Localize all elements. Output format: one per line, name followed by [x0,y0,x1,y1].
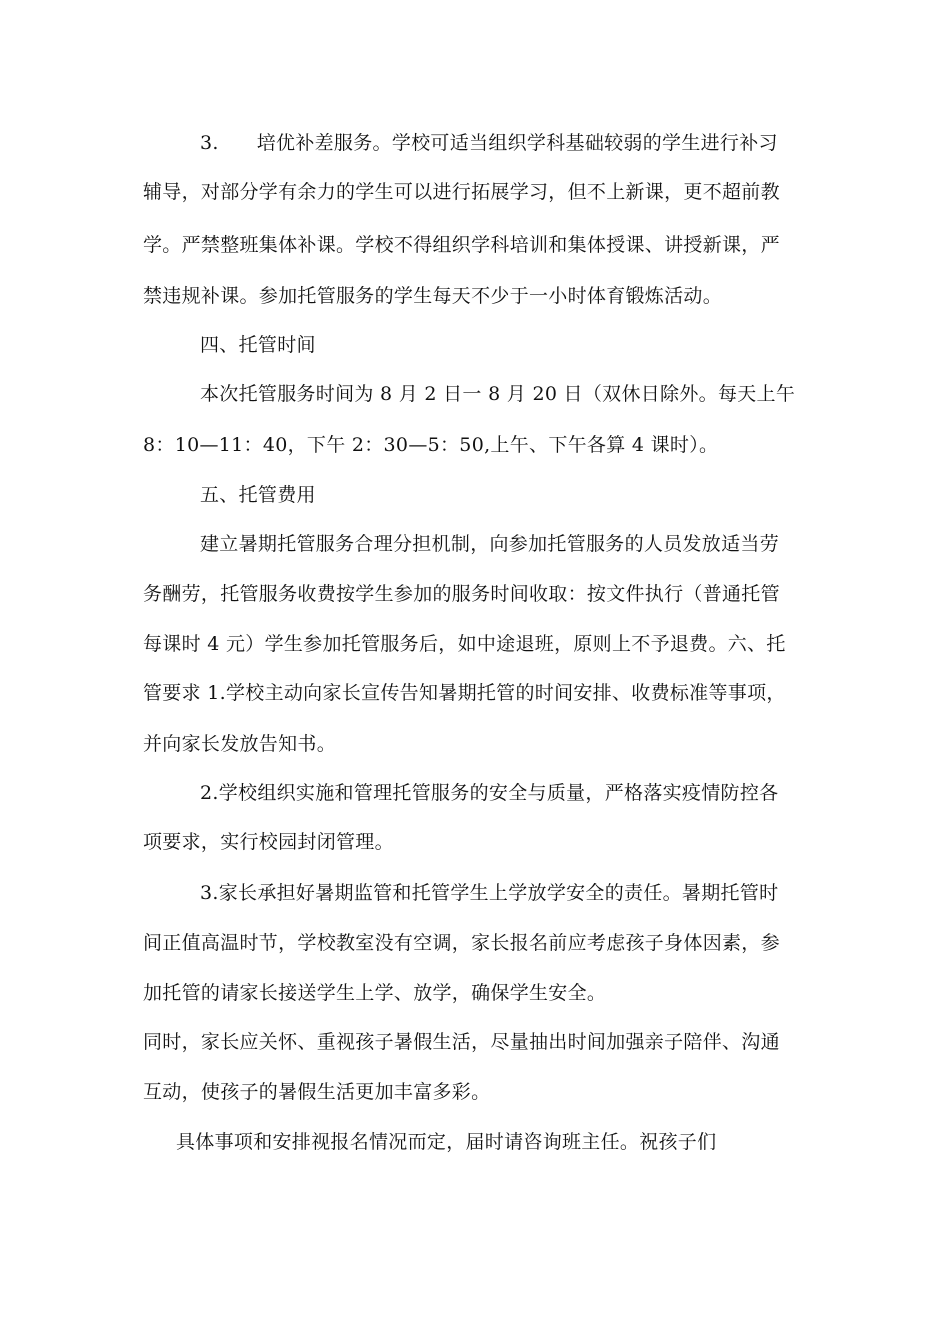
paragraph-line: 务酬劳，托管服务收费按学生参加的服务时间收取：按文件执行（普通托管 [143,583,780,605]
paragraph-line: 加托管的请家长接送学生上学、放学，确保学生安全。 [143,982,607,1004]
paragraph-line: 具体事项和安排视报名情况而定，届时请咨询班主任。祝孩子们 [176,1131,717,1153]
paragraph-line: 禁违规补课。参加托管服务的学生每天不少于一小时体育锻炼活动。 [143,285,723,307]
paragraph-line: 同时，家长应关怀、重视孩子暑假生活，尽量抽出时间加强亲子陪伴、沟通 [143,1031,780,1053]
paragraph-line: 学。严禁整班集体补课。学校不得组织学科培训和集体授课、讲授新课，严 [143,234,780,256]
paragraph-line: 本次托管服务时间为 8 月 2 日一 8 月 20 日（双休日除外。每天上午 [200,383,796,405]
list-number: 3. [200,132,219,154]
section-heading: 五、托管费用 [200,484,316,506]
paragraph-line: 辅导，对部分学有余力的学生可以进行拓展学习，但不上新课，更不超前教 [143,181,780,203]
paragraph-line: 8：10—11：40，下午 2：30—5：50,上午、下午各算 4 课时）。 [143,434,719,456]
paragraph-line: 互动，使孩子的暑假生活更加丰富多彩。 [143,1081,491,1103]
paragraph-line: 项要求，实行校园封闭管理。 [143,831,394,853]
section-heading: 四、托管时间 [200,334,316,356]
paragraph-line: 每课时 4 元）学生参加托管服务后，如中途退班，原则上不予退费。六、托 [143,633,786,655]
paragraph-line: 3.家长承担好暑期监管和托管学生上学放学安全的责任。暑期托管时 [200,882,779,904]
paragraph-line: 并向家长发放告知书。 [143,733,337,755]
line-text: 培优补差服务。学校可适当组织学科基础较弱的学生进行补习 [256,132,778,154]
paragraph-line: 建立暑期托管服务合理分担机制，向参加托管服务的人员发放适当劳 [200,533,780,555]
paragraph-line [200,131,778,155]
paragraph-line: 管要求 1.学校主动向家长宣传告知暑期托管的时间安排、收费标准等事项， [143,682,786,704]
paragraph-line: 间正值高温时节，学校教室没有空调，家长报名前应考虑孩子身体因素，参 [143,932,780,954]
paragraph-line: 2.学校组织实施和管理托管服务的安全与质量，严格落实疫情防控各 [200,782,779,804]
